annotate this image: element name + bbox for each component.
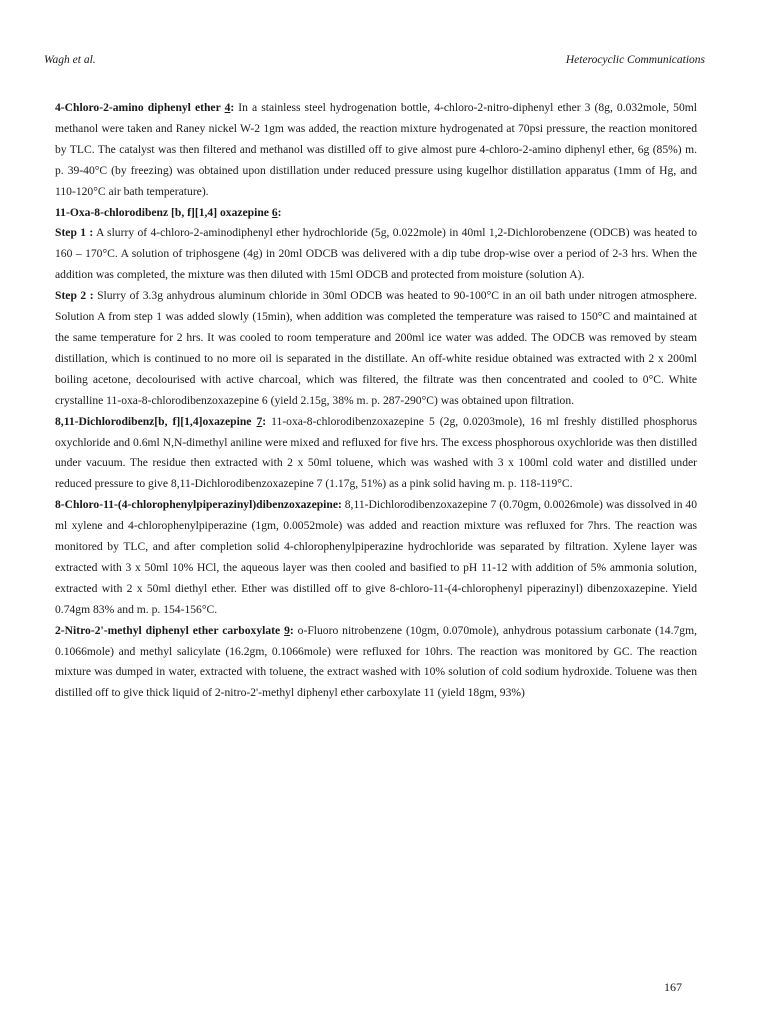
paragraph [55, 621, 697, 705]
paragraph-text: 8,11-Dichlorodibenzoxazepine 7 (0.70gm, 0.0026mole) was dissolved in 40 ml xylene and 4-chlorophenylpiperazine (1gm, 0.0052mole) was added and reaction mixture was refluxed for 7hrs. The reaction was monitored by TLC, and after completion solid 4-chlorophenylpiperazine hydrochloride was separated by filtration. Xylene layer was extracted with 3 x 50ml 10% HCl, the aqueous layer was then cooled and basified to pH 11-12 with addition of 5% ammonia solution, extracted with 2 x 50ml diethyl ether. Ether was distilled off to give 8-chloro-11-(4-chlorophenyl piperazinyl) dibenzoxazepine. Yield 0.74gm 83% and m. p. 154-156°C. [55, 498, 697, 616]
paragraph [55, 203, 697, 224]
paragraph-heading: 2-Nitro-2'-methyl diphenyl ether carboxylate 9: [55, 623, 294, 637]
header-journal: Heterocyclic Communications [565, 54, 705, 66]
compound-number: 7 [256, 414, 263, 428]
paragraph-heading: Step 1 : [55, 226, 94, 240]
paragraph-heading: Step 2 : [55, 289, 94, 303]
paragraph [55, 286, 697, 411]
paragraph [55, 495, 697, 620]
paragraph [55, 98, 697, 203]
paragraph-text: A slurry of 4-chloro-2-aminodiphenyl ether hydrochloride (5g, 0.022mole) in 40ml 1,2-Dichlorobenzene (ODCB) was heated to 160 – 170°C. A solution of triphosgene (4g) in 20ml ODCB was delivered with a dip tube drop-wise over a period of 2-3 hrs. When the addition was completed, the mixture was then diluted with 15ml ODCB and protected from moisture (solution A). [55, 226, 697, 282]
running-header [44, 54, 705, 66]
paragraph-heading: 8-Chloro-11-(4-chlorophenylpiperazinyl)dibenzoxazepine: [55, 498, 342, 512]
compound-number: 4 [224, 101, 231, 114]
paragraph-heading: 4-Chloro-2-amino diphenyl ether 4: [55, 101, 235, 114]
paragraph-heading: 11-Oxa-8-chlorodibenz [b, f][1,4] oxazepine 6: [55, 205, 282, 219]
paragraph [55, 412, 697, 496]
paragraph-text: 11-oxa-8-chlorodibenzoxazepine 5 (2g, 0.0203mole), 16 ml freshly distilled phosphorus oxychloride and 0.6ml N,N-dimethyl aniline were mixed and refluxed for five hrs. The excess phosphorous oxychloride was then distilled under vacuum. The residue then extracted with 2 x 50ml toluene, which was washed with 3 x 100ml cold water and distilled under reduced pressure to give 8,11-Dichlorodibenzoxazepine 7 (1.17g, 51%) as a pink solid having m. p. 118-119°C. [55, 414, 697, 491]
compound-number: 9 [284, 623, 290, 637]
paragraph [55, 223, 697, 286]
paragraph-text: Slurry of 3.3g anhydrous aluminum chloride in 30ml ODCB was heated to 90-100°C in an oil bath under nitrogen atmosphere. Solution A from step 1 was added slowly (15min), when addition was completed the temperature was raised to 150°C and maintained at the same temperature for 2 hrs. It was cooled to room temperature and 200ml ice water was added. The ODCB was removed by steam distillation, which is continued to no more oil is separated in the distillate. An off-white residue obtained was extracted with 2 x 200ml boiling acetone, decolourised with active charcoal, which was filtered, the filtrate was then concentrated and cooled to 0°C. White crystalline 11-oxa-8-chlorodibenzoxazepine 6 (yield 2.15g, 38% m. p. 287-290°C) was obtained upon filtration. [55, 289, 698, 407]
page-number: 167 [664, 980, 682, 994]
paragraph-heading: 8,11-Dichlorodibenz[b, f][1,4]oxazepine 7: [55, 414, 267, 428]
compound-number: 6 [271, 205, 278, 219]
body-text [55, 98, 697, 704]
paragraph-text: o-Fluoro nitrobenzene (10gm, 0.070mole), anhydrous potassium carbonate (14.7gm, 0.1066mole) and methyl salicylate (16.2gm, 0.1066mole) were refluxed for 10hrs. The reaction was monitored by GC. The reaction mixture was dumped in water, extracted with toluene, the extract washed with 10% solution of cold sodium hydroxide. Toluene was then distilled off to give thick liquid of 2-nitro-2'-methyl diphenyl ether carboxylate 11 (yield 18gm, 93%) [55, 623, 697, 700]
header-authors: Wagh et al. [44, 54, 96, 66]
paragraph-text: In a stainless steel hydrogenation bottle, 4-chloro-2-nitro-diphenyl ether 3 (8g, 0.032mole, 50ml methanol were taken and Raney nickel W-2 1gm was added, the reaction mixture hydrogenated at 70psi pressure, the reaction monitored by TLC. The catalyst was then filtered and methanol was distilled off to give almost pure 4-chloro-2-amino diphenyl ether, 6g (85%) m. p. 39-40°C (by freezing) was obtained upon distillation under reduced pressure using kugelhor distillation apparatus (1mm of Hg, and 110-120°C air bath temperature). [55, 101, 697, 198]
